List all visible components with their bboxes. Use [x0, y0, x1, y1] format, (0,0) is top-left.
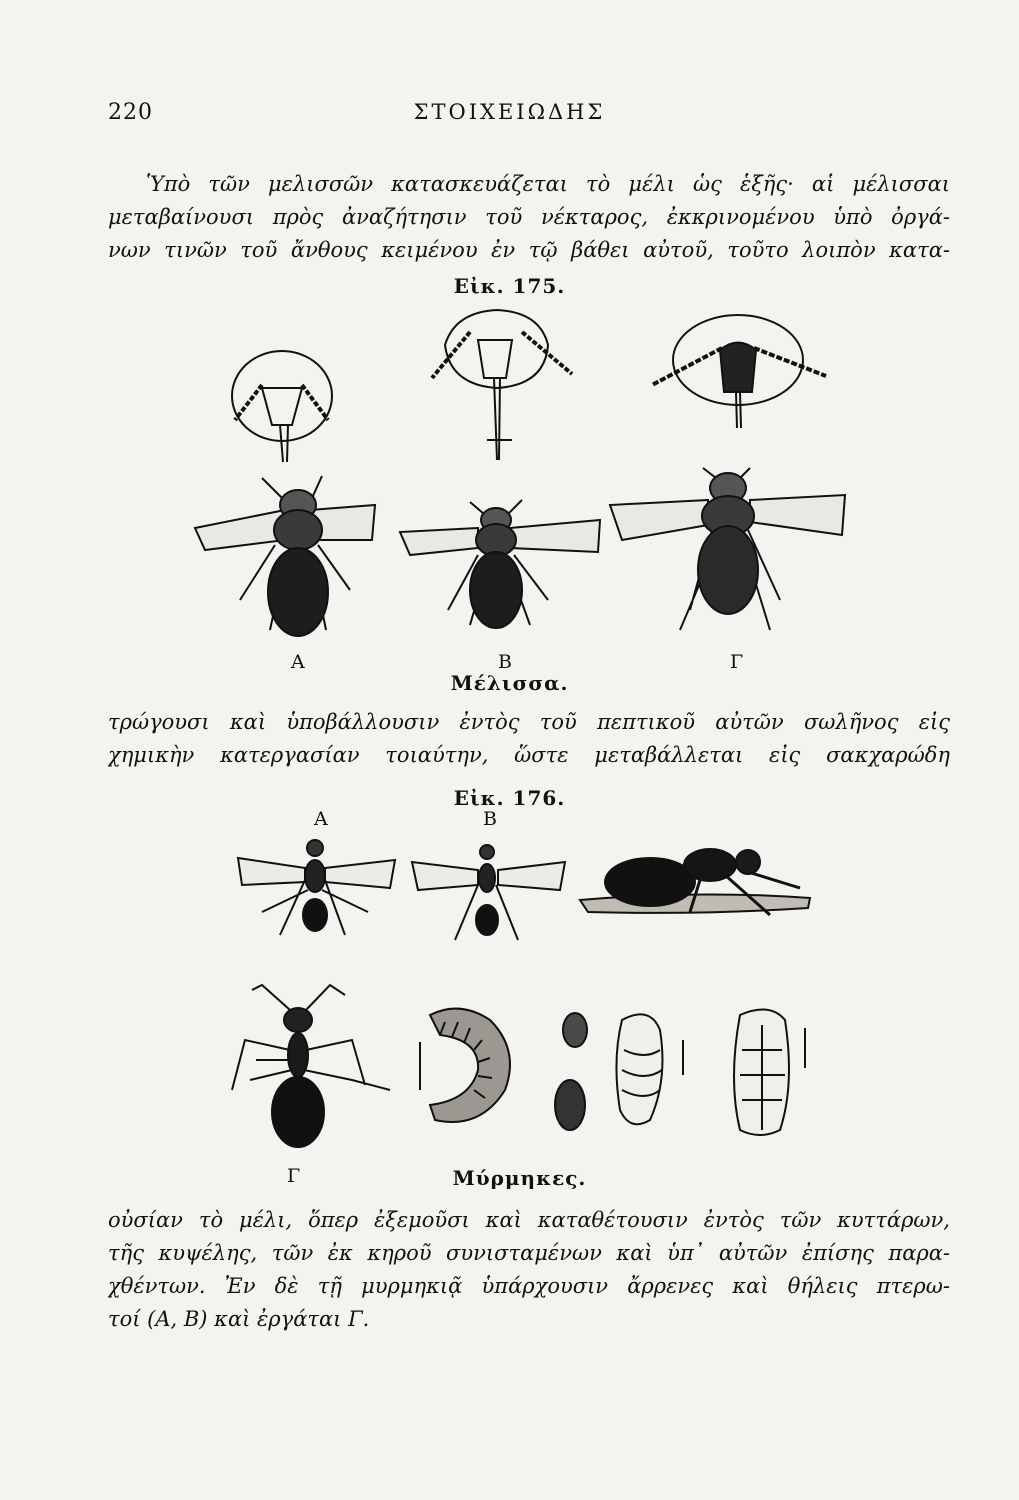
paragraph-3-line: οὐσίαν τὸ μέλι, ὅπερ ἐξεμοῦσι καὶ καταθέτουσιν ἐντὸς τῶν κυττάρων, [108, 1208, 950, 1232]
egg-large-drawing [555, 1080, 585, 1130]
paragraph-3-line: χθέντων. Ἐν δὲ τῇ μυρμηκιᾷ ὑπάρχουσιν ἄρρενες καὶ θήλεις πτερω- [108, 1274, 950, 1298]
page-number: 220 [108, 100, 153, 125]
figure-176-number: Εἰκ. 176. [453, 786, 566, 810]
larva-drawing [420, 1009, 510, 1122]
figure-176-label-c: Γ [287, 1165, 301, 1187]
figure-176-label-a: Α [314, 808, 328, 830]
figure-176-caption: Μύρμηκες. [452, 1166, 587, 1190]
egg-small-drawing [563, 1013, 587, 1047]
paragraph-1-line: μεταβαίνουσι πρὸς ἀναζήτησιν τοῦ νέκταρος, ἐκκρινομένου ὑπὸ ὀργά- [108, 205, 950, 229]
figure-175-label-a: Α [291, 651, 305, 673]
paragraph-1-line: νων τινῶν τοῦ ἄνθους κειμένου ἐν τῷ βάθει αὐτοῦ, τοῦτο λοιπὸν κατα- [108, 238, 950, 262]
pupa-side-drawing [616, 1014, 683, 1124]
winged-ant-a-drawing [238, 840, 395, 935]
worker-ant-drawing [232, 985, 390, 1147]
winged-ant-b-drawing [412, 845, 565, 940]
pupa-front-drawing [734, 1010, 805, 1135]
paragraph-3 [108, 1204, 950, 1336]
figure-175-label-b: Β [498, 651, 512, 673]
running-head: ΣΤΟΙΧΕΙΩΔΗΣ [413, 100, 606, 124]
paragraph-1-line: Ὑπὸ τῶν μελισσῶν κατασκευάζεται τὸ μέλι ὡς ἑξῆς· αἱ μέλισσαι [146, 172, 950, 196]
figure-175-caption: Μέλισσα. [450, 671, 569, 695]
queen-ant-drawing [580, 849, 810, 915]
paragraph-3-line: τοί (Α, Β) καὶ ἐργάται Γ. [108, 1307, 370, 1331]
figure-175-number: Εἰκ. 175. [453, 274, 566, 298]
paragraph-3-line: τῆς κυψέλης, τῶν ἐκ κηροῦ συνισταμένων καὶ ὑπ᾽ αὐτῶν ἐπίσης παρα- [108, 1241, 950, 1265]
figure-175-label-c: Γ [730, 651, 744, 673]
paragraph-2-line: τρώγουσι καὶ ὑποβάλλουσιν ἐντὸς τοῦ πεπτικοῦ αὐτῶν σωλῆνος εἰς [108, 710, 950, 734]
figure-176-label-b: Β [483, 808, 497, 830]
paragraph-2-line: χημικὴν κατεργασίαν τοιαύτην, ὥστε μεταβάλλεται εἰς σακχαρώδη [108, 743, 950, 767]
